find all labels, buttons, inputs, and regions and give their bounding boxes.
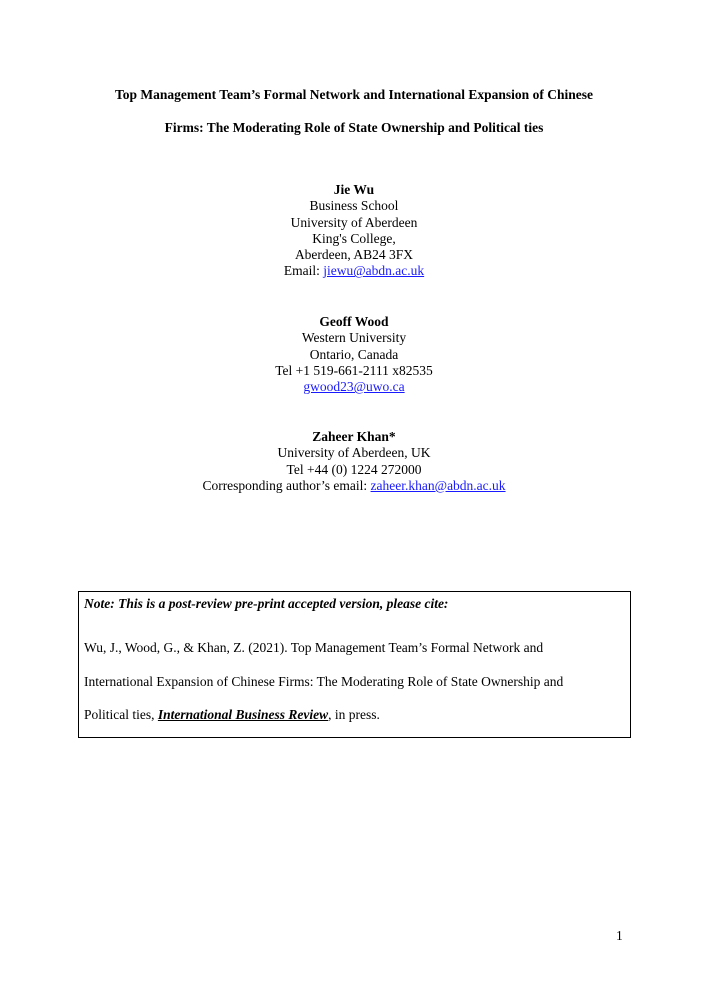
email-link[interactable]: zaheer.khan@abdn.ac.uk [370, 477, 506, 493]
author-name: Geoff Wood [319, 314, 389, 329]
citation-line-3 [84, 707, 380, 723]
author-affiliation-line: University of Aberdeen, UK [277, 445, 431, 461]
author-email-line [0, 478, 708, 494]
citation-prefix: Political ties, [84, 707, 158, 722]
citation-suffix: , in press. [328, 707, 380, 722]
paper-title-line-2: Firms: The Moderating Role of State Ownership and Political ties [164, 120, 544, 135]
author-email-line [0, 379, 708, 395]
author-affiliation-line: Aberdeen, AB24 3FX [294, 247, 414, 263]
author-affiliation-line: Tel +1 519-661-2111 x82535 [275, 362, 433, 378]
page-number: 1 [616, 928, 623, 943]
author-affiliation-line: Ontario, Canada [309, 346, 399, 362]
citation-note-box [78, 591, 631, 738]
email-link[interactable]: gwood23@uwo.ca [303, 379, 405, 395]
email-link[interactable]: jiewu@abdn.ac.uk [323, 263, 425, 279]
author-affiliation-line: University of Aberdeen [290, 214, 418, 230]
author-block-jie-wu [0, 182, 708, 280]
author-affiliation-line: Tel +44 (0) 1224 272000 [286, 461, 422, 477]
citation-line-2: International Expansion of Chinese Firms: The Moderating Role of State Ownership and [84, 674, 564, 689]
author-name: Zaheer Khan* [312, 429, 396, 444]
note-heading: Note: This is a post-review pre-print accepted version, please cite: [84, 596, 449, 611]
email-label: Email: [283, 263, 324, 279]
author-affiliation-line: King's College, [312, 230, 396, 246]
author-affiliation-line: Western University [301, 330, 407, 346]
author-email-line [0, 263, 708, 279]
author-name: Jie Wu [333, 182, 375, 197]
citation-line-1: Wu, J., Wood, G., & Khan, Z. (2021). Top Management Team’s Formal Network and [84, 640, 544, 655]
email-label: Corresponding author’s email: [202, 477, 371, 493]
author-block-zaheer-khan [0, 429, 708, 494]
paper-title-line-1: Top Management Team’s Formal Network and International Expansion of Chinese [115, 87, 593, 102]
journal-name: International Business Review [157, 707, 329, 722]
author-block-geoff-wood [0, 314, 708, 395]
author-affiliation-line: Business School [309, 198, 399, 214]
